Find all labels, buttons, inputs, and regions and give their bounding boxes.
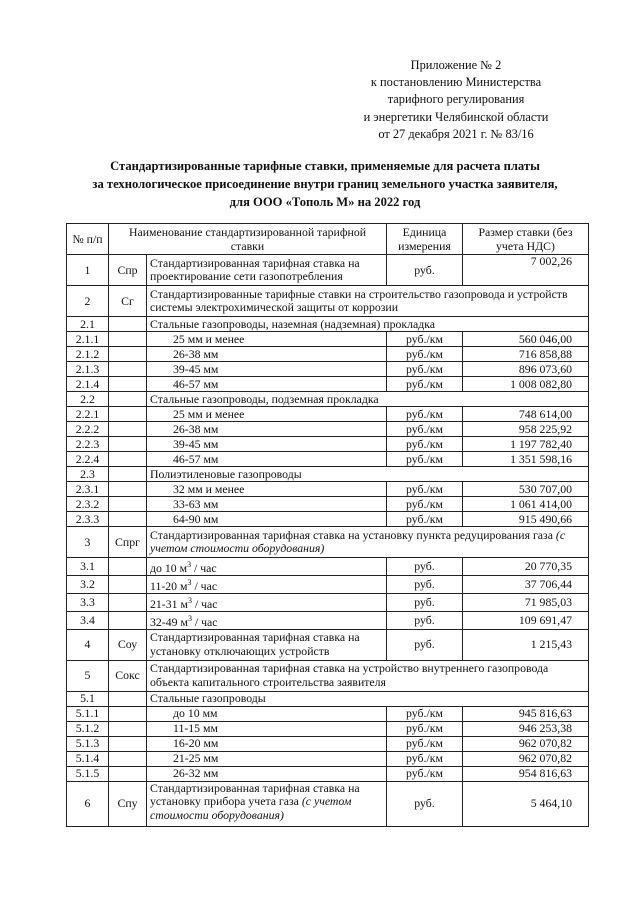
row-code — [109, 392, 147, 407]
row-name-text: 16-20 мм — [173, 736, 219, 751]
table-row — [67, 706, 589, 721]
row-name — [147, 575, 387, 593]
table-row — [67, 497, 589, 512]
appendix-line: и энергетики Челябинской области — [363, 109, 549, 124]
superscript-3: 3 — [187, 595, 192, 605]
row-unit: руб. — [387, 593, 463, 611]
row-note: (с учетом стоимости оборудования) — [150, 527, 566, 555]
row-code: Спу — [109, 781, 147, 826]
rates-table — [66, 223, 589, 827]
appendix-line: Приложение № 2 — [410, 58, 502, 72]
row-number: 2.3.1 — [67, 482, 109, 497]
table-row — [67, 482, 589, 497]
row-rate: 530 707,00 — [463, 482, 589, 497]
row-unit: руб./км — [387, 377, 463, 392]
row-name-text: 25 мм и менее — [173, 406, 245, 421]
superscript-3: 3 — [187, 613, 192, 623]
row-rate: 954 816,63 — [463, 766, 589, 781]
table-row — [67, 691, 589, 706]
row-number: 2.2.1 — [67, 407, 109, 422]
row-rate: 1 197 782,40 — [463, 437, 589, 452]
row-unit: руб./км — [387, 362, 463, 377]
row-code — [109, 467, 147, 482]
row-name — [147, 706, 387, 721]
row-name-text: Полиэтиленовые газопроводы — [150, 466, 302, 481]
row-rate: 958 225,92 — [463, 422, 589, 437]
row-code — [109, 751, 147, 766]
row-name — [147, 512, 387, 527]
row-number: 6 — [67, 781, 109, 826]
title-line: для ООО «Тополь М» на 2022 год — [229, 195, 421, 209]
row-name — [147, 527, 589, 558]
row-code — [109, 611, 147, 629]
row-unit: руб. — [387, 781, 463, 826]
row-name — [147, 766, 387, 781]
row-unit: руб./км — [387, 347, 463, 362]
table-row — [67, 407, 589, 422]
row-name — [147, 467, 589, 482]
row-code — [109, 422, 147, 437]
row-number: 5.1 — [67, 691, 109, 706]
table-row — [67, 558, 589, 576]
table-row — [67, 317, 589, 332]
row-number: 2.2 — [67, 392, 109, 407]
table-row — [67, 593, 589, 611]
row-code — [109, 736, 147, 751]
row-name — [147, 437, 387, 452]
table-row — [67, 611, 589, 629]
superscript-3: 3 — [187, 577, 192, 587]
table-row — [67, 512, 589, 527]
appendix-block — [330, 57, 582, 143]
row-rate: 962 070,82 — [463, 736, 589, 751]
row-number: 1 — [67, 255, 109, 286]
row-name — [147, 751, 387, 766]
header-rate: Размер ставки (без учета НДС) — [463, 224, 589, 255]
table-row — [67, 422, 589, 437]
row-number: 3.1 — [67, 558, 109, 576]
title-line: за технологическое присоединение внутри границ земельного участка заявителя, — [92, 177, 558, 191]
table-header-row — [67, 224, 589, 255]
row-code — [109, 332, 147, 347]
row-unit: руб. — [387, 255, 463, 286]
row-name — [147, 377, 387, 392]
row-code — [109, 407, 147, 422]
row-code — [109, 706, 147, 721]
row-code — [109, 362, 147, 377]
row-name — [147, 347, 387, 362]
row-name-text: 26-32 мм — [173, 766, 219, 781]
row-unit: руб. — [387, 611, 463, 629]
row-name-text: 11-15 мм — [173, 721, 218, 736]
row-number: 2.1.3 — [67, 362, 109, 377]
row-name — [147, 558, 387, 576]
row-number: 5.1.2 — [67, 721, 109, 736]
row-name-text: до 10 мм — [173, 706, 218, 721]
row-number: 2 — [67, 286, 109, 317]
appendix-line: к постановлению Министерства — [370, 75, 542, 90]
table-row — [67, 286, 589, 317]
row-code — [109, 575, 147, 593]
row-name — [147, 362, 387, 377]
table-row — [67, 736, 589, 751]
superscript-3: 3 — [187, 560, 192, 569]
row-code — [109, 593, 147, 611]
row-unit: руб./км — [387, 721, 463, 736]
row-name — [147, 593, 387, 611]
row-rate: 37 706,44 — [463, 575, 589, 593]
row-code — [109, 766, 147, 781]
row-note: (с учетом стоимости оборудования) — [150, 794, 352, 822]
row-name-text: Стандартизированные тарифные ставки на строительство газопровода и устройств системы электрохимической защиты от коррозии — [150, 286, 568, 314]
row-rate: 560 046,00 — [463, 332, 589, 347]
row-number: 5.1.1 — [67, 706, 109, 721]
row-rate: 915 490,66 — [463, 512, 589, 527]
row-unit: руб./км — [387, 452, 463, 467]
row-name — [147, 392, 589, 407]
row-number: 5.1.5 — [67, 766, 109, 781]
row-name-text: 25 мм и менее — [173, 331, 245, 346]
table-row — [67, 452, 589, 467]
table-row — [67, 527, 589, 558]
table-row — [67, 660, 589, 691]
row-rate: 1 061 414,00 — [463, 497, 589, 512]
row-code — [109, 452, 147, 467]
row-name — [147, 660, 589, 691]
row-number: 5.1.3 — [67, 736, 109, 751]
table-row — [67, 751, 589, 766]
row-name-text: 32-49 м — [150, 614, 188, 629]
table-row — [67, 781, 589, 826]
row-name-text: 21-31 м — [150, 596, 188, 611]
row-unit: руб. — [387, 575, 463, 593]
row-name — [147, 721, 387, 736]
row-code — [109, 317, 147, 332]
table-row — [67, 377, 589, 392]
row-name-text: до 10 м — [150, 560, 188, 575]
row-code — [109, 558, 147, 576]
row-name-suffix: / час — [191, 596, 218, 611]
row-number: 2.1.1 — [67, 332, 109, 347]
row-code — [109, 482, 147, 497]
row-name-text: 26-38 мм — [173, 346, 219, 361]
row-name-text: 33-63 мм — [173, 496, 219, 511]
row-name-text: 11-20 м — [150, 578, 188, 593]
row-name-text: Стандартизированная тарифная ставка на установку пункта редуцирования газа — [150, 527, 553, 542]
row-number: 5.1.4 — [67, 751, 109, 766]
row-rate: 71 985,03 — [463, 593, 589, 611]
table-row — [67, 467, 589, 482]
row-name — [147, 255, 387, 286]
row-unit: руб. — [387, 558, 463, 576]
row-name-text: Стандартизированная тарифная ставка на устройство внутреннего газопровода объекта капитального строительства заявителя — [150, 661, 549, 689]
row-rate: 109 691,47 — [463, 611, 589, 629]
row-unit: руб./км — [387, 332, 463, 347]
row-code: Спрг — [109, 527, 147, 558]
row-rate: 1 351 598,16 — [463, 452, 589, 467]
row-code: Сг — [109, 286, 147, 317]
row-number: 2.3 — [67, 467, 109, 482]
row-unit: руб./км — [387, 736, 463, 751]
row-name-text: 46-57 мм — [173, 376, 219, 391]
table-row — [67, 629, 589, 660]
row-rate: 5 464,10 — [463, 781, 589, 826]
row-name-text: Стальные газопроводы, подземная прокладка — [150, 391, 379, 406]
row-rate: 1 008 082,80 — [463, 377, 589, 392]
row-name — [147, 781, 387, 826]
title-line: Стандартизированные тарифные ставки, применяемые для расчета платы — [110, 159, 540, 173]
header-unit: Единица измерения — [387, 224, 463, 255]
table-row — [67, 721, 589, 736]
header-name: Наименование стандартизированной тарифной ставки — [109, 224, 387, 255]
table-row — [67, 437, 589, 452]
row-unit: руб./км — [387, 766, 463, 781]
row-unit: руб./км — [387, 512, 463, 527]
row-name — [147, 422, 387, 437]
row-rate: 1 215,43 — [463, 629, 589, 660]
row-number: 2.1.4 — [67, 377, 109, 392]
row-unit: руб./км — [387, 706, 463, 721]
row-rate: 946 253,38 — [463, 721, 589, 736]
row-name-text: 39-45 мм — [173, 361, 219, 376]
row-name-text: Стальные газопроводы, наземная (надземная) прокладка — [150, 316, 436, 331]
row-number: 2.2.2 — [67, 422, 109, 437]
row-number: 3.4 — [67, 611, 109, 629]
row-name-text: 32 мм и менее — [173, 481, 245, 496]
table-row — [67, 392, 589, 407]
row-name-text: 46-57 мм — [173, 451, 219, 466]
row-code — [109, 347, 147, 362]
row-rate: 896 073,60 — [463, 362, 589, 377]
table-row — [67, 575, 589, 593]
row-name-suffix: / час — [191, 578, 218, 593]
table-row — [67, 766, 589, 781]
row-name-text: Стандартизированная тарифная ставка на установку отключающих устройств — [150, 630, 360, 658]
row-number: 3 — [67, 527, 109, 558]
row-name-suffix: / час — [191, 614, 218, 629]
row-rate: 7 002,26 — [463, 255, 589, 286]
row-name-text: Стандартизированная тарифная ставка на проектирование сети газопотребления — [150, 255, 360, 283]
row-unit: руб./км — [387, 497, 463, 512]
row-name — [147, 497, 387, 512]
row-code — [109, 437, 147, 452]
table-row — [67, 255, 589, 286]
row-number: 3.2 — [67, 575, 109, 593]
row-name-text: Стандартизированная тарифная ставка на установку прибора учета газа — [150, 781, 360, 809]
row-name — [147, 629, 387, 660]
row-name-text: 21-25 мм — [173, 751, 219, 766]
row-number: 2.1 — [67, 317, 109, 332]
row-number: 2.1.2 — [67, 347, 109, 362]
row-name — [147, 611, 387, 629]
row-rate: 962 070,82 — [463, 751, 589, 766]
appendix-line: тарифного регулирования — [387, 92, 525, 107]
row-rate: 748 614,00 — [463, 407, 589, 422]
row-code — [109, 512, 147, 527]
row-rate: 716 858,88 — [463, 347, 589, 362]
row-unit: руб. — [387, 629, 463, 660]
row-number: 2.2.3 — [67, 437, 109, 452]
row-code — [109, 377, 147, 392]
row-unit: руб./км — [387, 422, 463, 437]
row-unit: руб./км — [387, 751, 463, 766]
header-num: № п/п — [67, 224, 109, 255]
row-number: 5 — [67, 660, 109, 691]
row-unit: руб./км — [387, 407, 463, 422]
row-number: 2.3.3 — [67, 512, 109, 527]
document-title — [40, 157, 610, 211]
row-name — [147, 452, 387, 467]
row-number: 4 — [67, 629, 109, 660]
row-name-text: Стальные газопроводы — [150, 691, 266, 706]
row-number: 3.3 — [67, 593, 109, 611]
row-name — [147, 407, 387, 422]
table-row — [67, 332, 589, 347]
table-body — [67, 255, 589, 827]
row-name — [147, 691, 589, 706]
row-code — [109, 497, 147, 512]
row-code: Сокс — [109, 660, 147, 691]
row-unit: руб./км — [387, 437, 463, 452]
table-row — [67, 362, 589, 377]
row-code: Соу — [109, 629, 147, 660]
row-rate: 20 770,35 — [463, 558, 589, 576]
row-name-text: 39-45 мм — [173, 436, 219, 451]
row-code — [109, 691, 147, 706]
row-name — [147, 482, 387, 497]
table-row — [67, 347, 589, 362]
row-unit: руб./км — [387, 482, 463, 497]
row-name-text: 64-90 мм — [173, 511, 219, 526]
row-name-text: 26-38 мм — [173, 421, 219, 436]
row-code: Спр — [109, 255, 147, 286]
row-name — [147, 286, 589, 317]
row-name — [147, 736, 387, 751]
row-number: 2.3.2 — [67, 497, 109, 512]
row-rate: 945 816,63 — [463, 706, 589, 721]
row-name-suffix: / час — [191, 560, 217, 575]
row-name — [147, 317, 589, 332]
appendix-line: от 27 декабря 2021 г. № 83/16 — [378, 126, 534, 141]
row-number: 2.2.4 — [67, 452, 109, 467]
row-name — [147, 332, 387, 347]
row-code — [109, 721, 147, 736]
